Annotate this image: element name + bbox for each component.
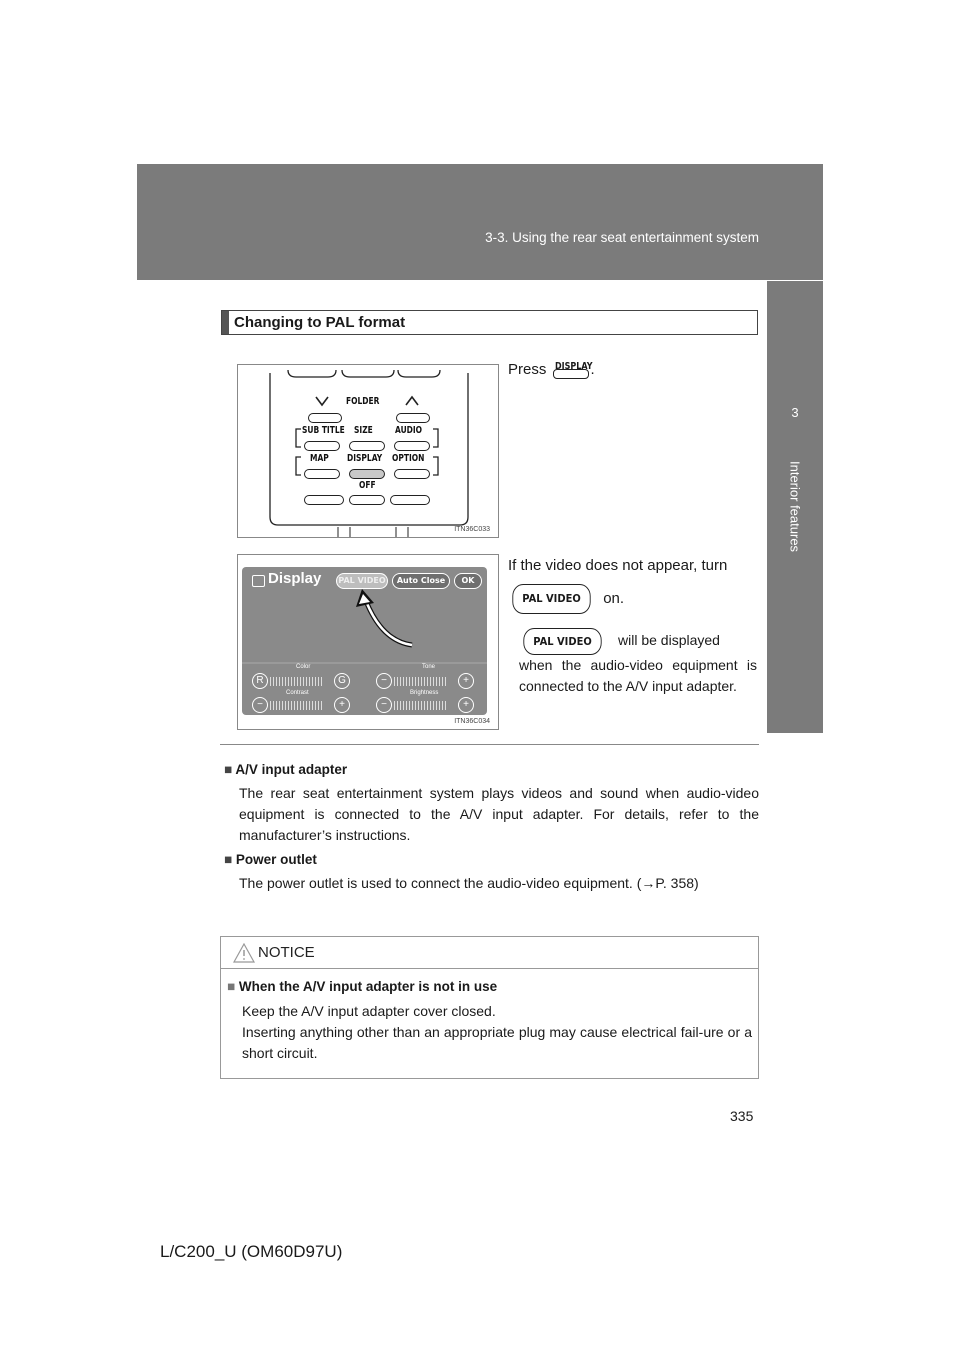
notice-item-title xyxy=(227,979,752,994)
notice-header xyxy=(221,937,758,969)
note-body: The rear seat entertainment system plays videos and sound when audio-video equipment is connected to the A/V input adapter. For details, refer to the manufacturer’s instructions. xyxy=(239,785,759,843)
note-title-text: A/V input adapter xyxy=(235,762,348,777)
remote-off-label: OFF xyxy=(359,480,376,491)
remote-option-label: OPTION xyxy=(392,453,425,464)
square-bullet-icon: ■ xyxy=(224,852,236,867)
step1-period: . xyxy=(590,361,595,378)
remote-audio-button xyxy=(394,441,430,451)
remote-option-button xyxy=(394,469,430,479)
page-number: 335 xyxy=(730,1108,754,1124)
remote-folder-down-button xyxy=(308,413,342,423)
chapter-label: Interior features xyxy=(787,461,803,553)
remote-map-label: MAP xyxy=(310,453,329,464)
tone-label: Tone xyxy=(422,664,436,670)
step2-instruction xyxy=(508,554,758,614)
notice-item-title-text: When the A/V input adapter is not in use xyxy=(238,979,498,994)
remote-folder-label: FOLDER xyxy=(346,396,380,407)
step2-on-text: on. xyxy=(603,589,625,607)
note-body: The power outlet is used to connect the audio-video equipment. (→P. 358) xyxy=(239,875,699,891)
auto-close-screen-button: Auto Close xyxy=(392,573,450,589)
remote-audio-label: AUDIO xyxy=(395,425,423,436)
display-button-shape xyxy=(553,369,589,379)
step2-note-text: will be displayed xyxy=(618,632,720,649)
ok-screen-button: OK xyxy=(454,573,482,589)
remote-display-button xyxy=(349,469,385,479)
square-bullet-icon: ■ xyxy=(227,979,239,994)
remote-size-label: SIZE xyxy=(354,425,373,436)
tone-plus-button: + xyxy=(458,673,474,689)
remote-subtitle-button xyxy=(304,441,340,451)
display-screen xyxy=(242,567,487,715)
notice-line2: Inserting anything other than an appropriate plug may cause electrical fail-ure or a short circuit. xyxy=(242,1024,752,1061)
notes-section xyxy=(224,762,759,894)
brightness-minus-button: − xyxy=(376,697,392,713)
section-heading-text: Changing to PAL format xyxy=(234,314,406,331)
square-bullet-icon: ■ xyxy=(224,762,236,777)
pal-video-button-icon: PAL VIDEO xyxy=(523,628,601,655)
warning-triangle-icon xyxy=(233,943,255,963)
notice-box xyxy=(220,936,759,1079)
section-divider xyxy=(220,744,759,745)
step1-instruction xyxy=(508,358,595,382)
remote-bottom-right-button xyxy=(390,495,430,505)
step2-note-rest: when the audio-video equipment is connected to the A/V input adapter. xyxy=(519,657,757,694)
section-heading xyxy=(221,310,758,335)
remote-size-button xyxy=(349,441,385,451)
document-code: L/C200_U (OM60D97U) xyxy=(160,1242,343,1261)
chapter-header-title: 3-3. Using the rear seat entertainment system xyxy=(485,230,759,245)
step2-text: If the video does not appear, turn xyxy=(508,557,728,574)
remote-map-button xyxy=(304,469,340,479)
display-screen-figure xyxy=(237,554,499,730)
notice-title: NOTICE xyxy=(258,944,315,961)
brightness-plus-button: + xyxy=(458,697,474,713)
color-g-button: G xyxy=(334,673,350,689)
figure-id: ITN36C034 xyxy=(454,718,490,725)
arrow-pointer-icon xyxy=(242,567,487,715)
note-title xyxy=(224,852,759,867)
color-slider xyxy=(270,677,322,686)
brightness-label: Brightness xyxy=(410,690,439,696)
contrast-minus-button: − xyxy=(252,697,268,713)
contrast-label: Contrast xyxy=(286,690,309,696)
tone-slider xyxy=(394,677,446,686)
pal-video-button-icon: PAL VIDEO xyxy=(512,584,590,614)
section-heading-bar xyxy=(222,311,229,334)
note-title xyxy=(224,762,759,777)
brightness-slider xyxy=(394,701,446,710)
remote-subtitle-label: SUB TITLE xyxy=(302,425,345,436)
contrast-plus-button: + xyxy=(334,697,350,713)
chapter-header-band xyxy=(137,164,823,280)
remote-display-label: DISPLAY xyxy=(347,453,383,464)
note-title-text: Power outlet xyxy=(235,852,317,867)
remote-folder-up-button xyxy=(396,413,430,423)
step1-press-text: Press xyxy=(508,361,547,378)
color-r-button: R xyxy=(252,673,268,689)
remote-body-outline xyxy=(238,365,500,539)
display-button-label: DISPLAY xyxy=(554,361,593,373)
display-title: Display xyxy=(268,570,322,587)
display-button-icon xyxy=(551,359,591,381)
step2-note xyxy=(519,628,757,697)
tone-minus-button: − xyxy=(376,673,392,689)
notice-line1: Keep the A/V input adapter cover closed. xyxy=(242,1003,496,1019)
figure-id: ITN36C033 xyxy=(454,526,490,533)
chapter-number: 3 xyxy=(791,405,799,420)
remote-bottom-left-button xyxy=(304,495,344,505)
color-label: Color xyxy=(296,664,311,670)
chapter-side-tab xyxy=(767,281,823,733)
chapter-label-container xyxy=(771,461,819,721)
notice-content xyxy=(227,979,752,1064)
remote-control-figure xyxy=(237,364,499,538)
contrast-slider xyxy=(270,701,322,710)
pal-video-screen-button: PAL VIDEO xyxy=(336,573,388,589)
remote-off-button xyxy=(349,495,385,505)
